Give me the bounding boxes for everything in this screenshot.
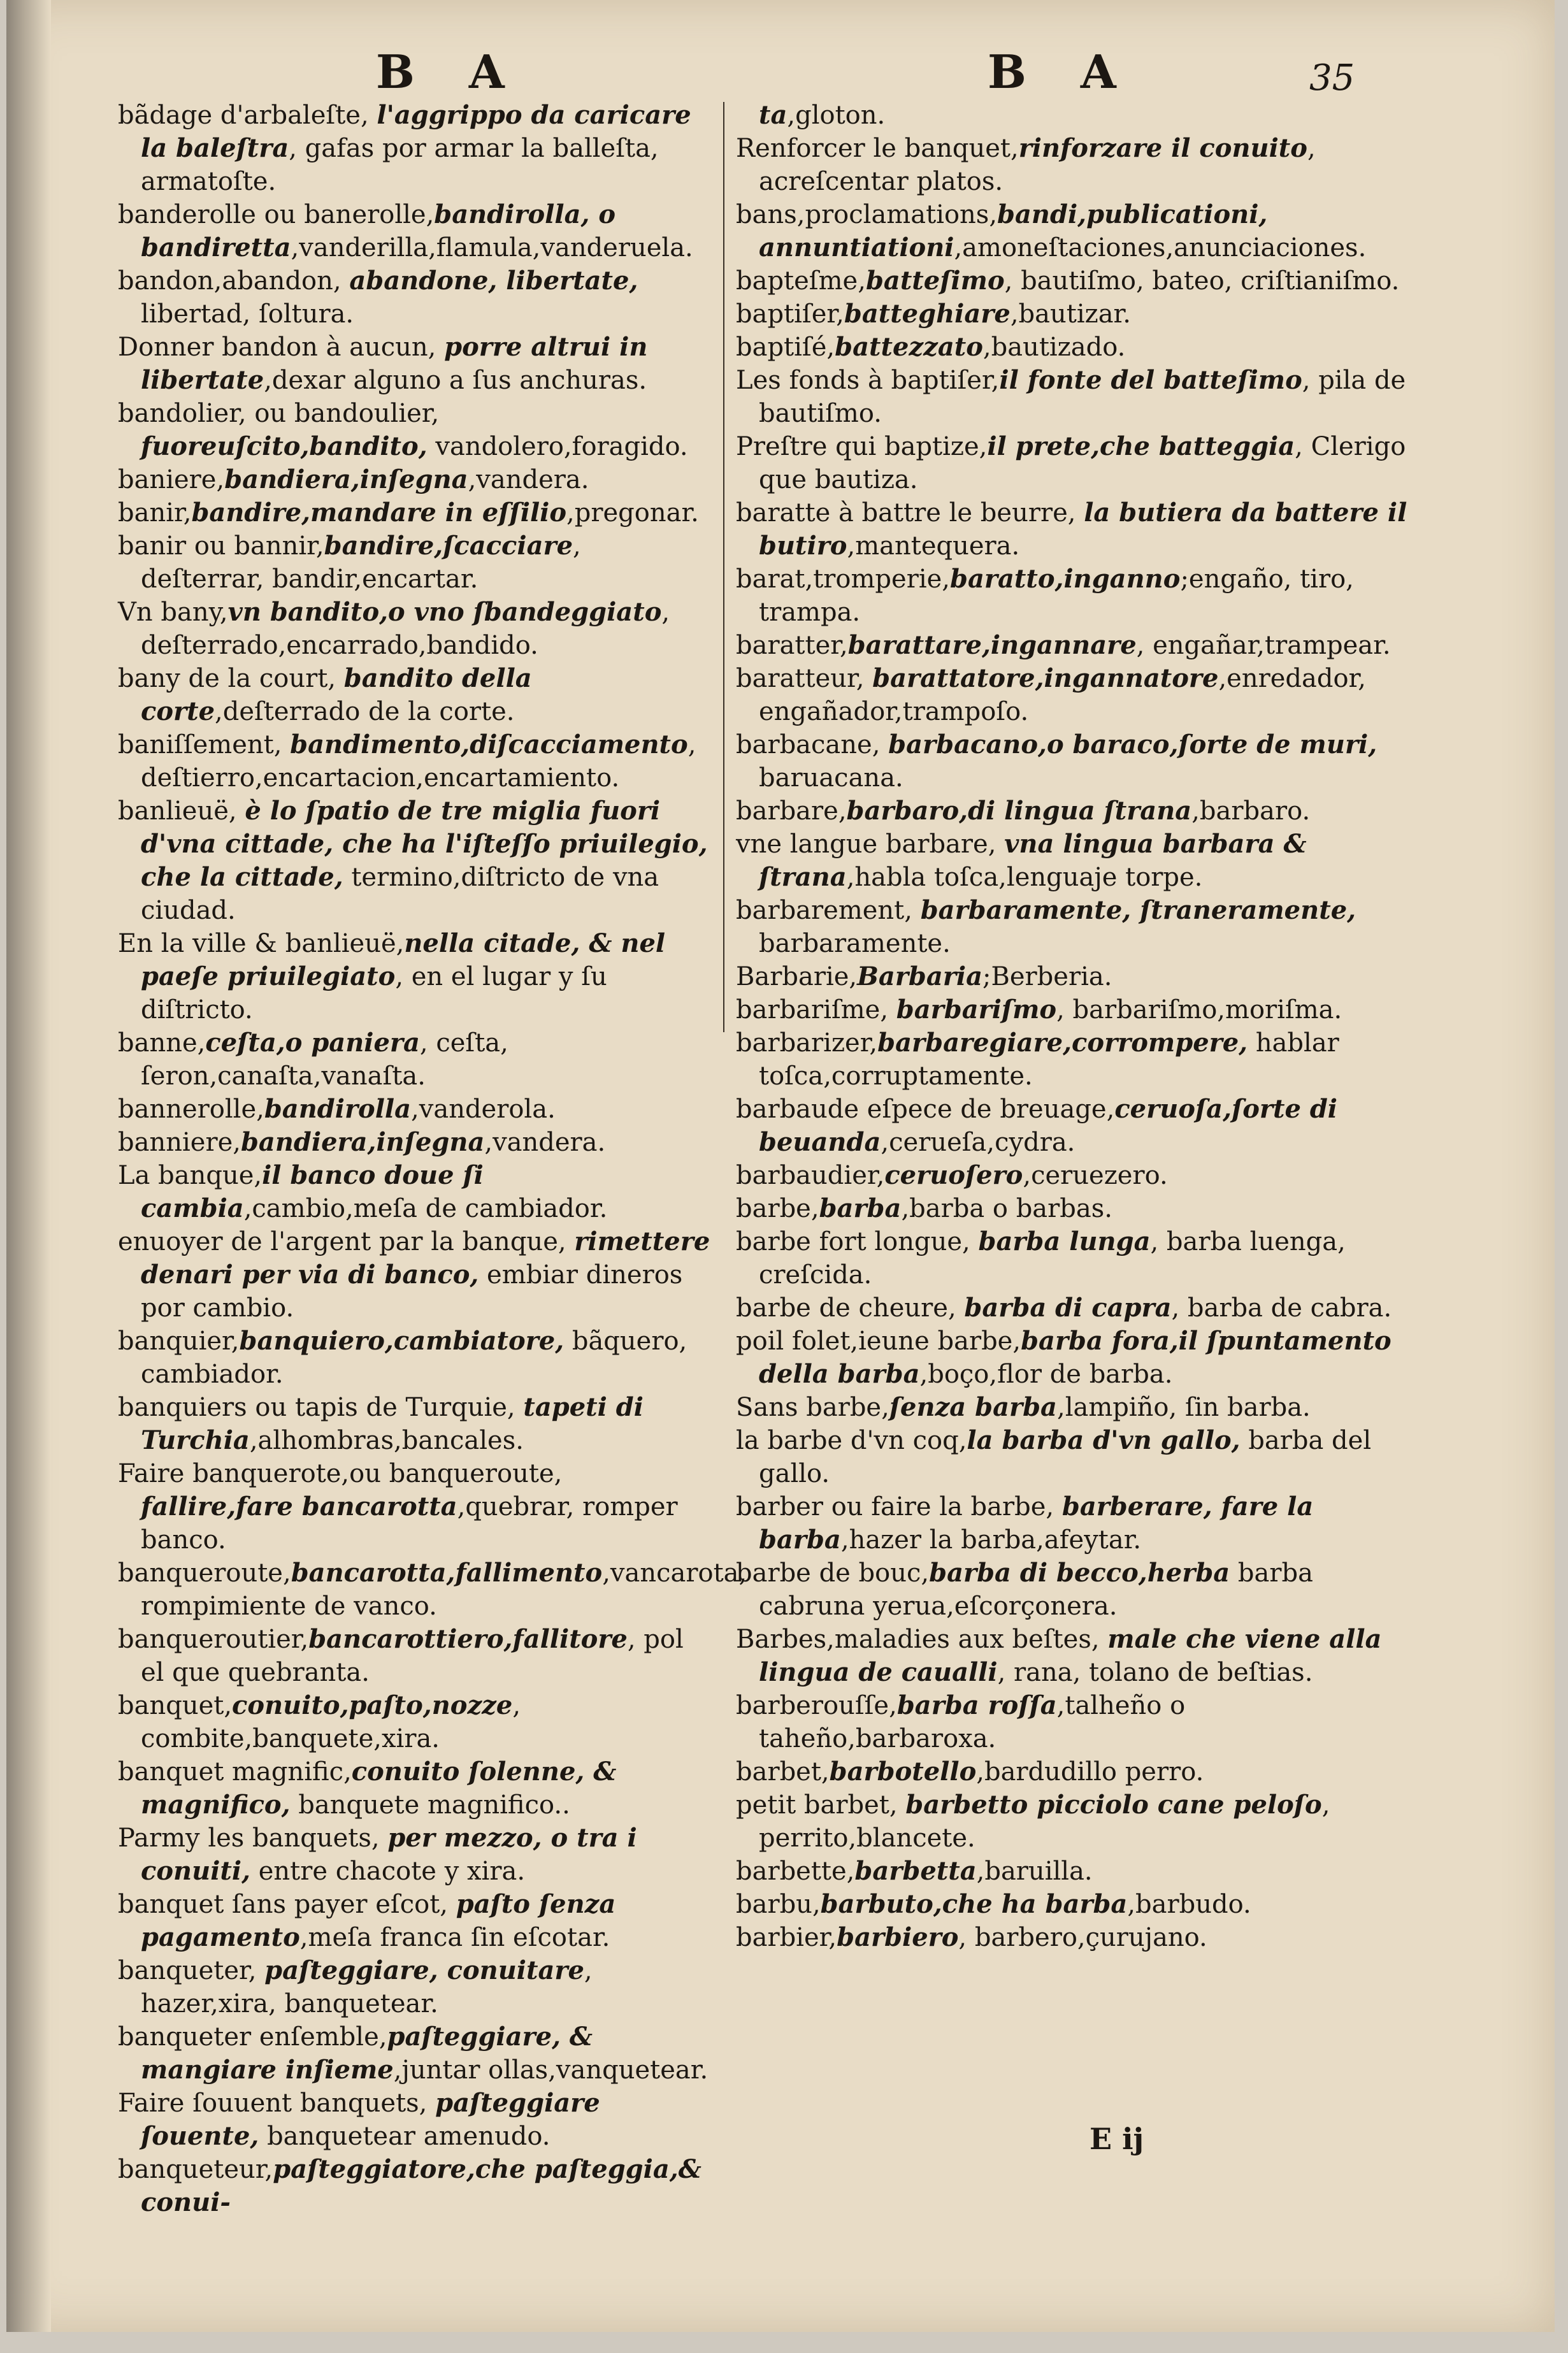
italian-gloss: barbariſmo <box>896 995 1057 1025</box>
spanish-gloss: , barbariſmo,moriſma. <box>1056 995 1342 1025</box>
italian-gloss: bancarotta,fallimento <box>291 1558 603 1588</box>
spanish-gloss: ,vandera. <box>484 1128 606 1157</box>
french-headword: barbarement, <box>736 896 921 925</box>
dictionary-entry <box>736 1192 1411 1225</box>
dictionary-entry <box>118 2153 710 2219</box>
spanish-gloss: , engañar,trampear. <box>1136 631 1391 660</box>
dictionary-entry <box>118 1557 747 1623</box>
spanish-gloss: ,barba o barbas. <box>901 1194 1112 1223</box>
dictionary-entry <box>736 795 1411 828</box>
french-headword: banqueter, <box>118 1956 265 1985</box>
dictionary-entry <box>736 1093 1411 1159</box>
french-headword: Preſtre qui baptize, <box>736 432 988 461</box>
spanish-gloss: ,juntar ollas,vanquetear. <box>393 2055 708 2085</box>
dictionary-entry <box>118 331 710 397</box>
italian-gloss: la barba d'vn gallo, <box>967 1425 1241 1455</box>
spanish-gloss: ;engaño, tiro, trampa. <box>759 565 1354 627</box>
spanish-gloss: ,bautizar. <box>1010 299 1131 329</box>
dictionary-entry <box>118 1325 710 1391</box>
french-headword: petit barbet, <box>736 1790 906 1820</box>
spanish-gloss: barbaramente. <box>759 929 951 958</box>
italian-gloss: barattatore,ingannatore <box>872 663 1219 693</box>
dictionary-entry <box>118 1457 710 1557</box>
french-headword: baniere, <box>118 465 225 494</box>
italian-gloss: barbetto picciolo cane peloſo <box>905 1790 1322 1820</box>
dictionary-entry <box>118 1623 710 1689</box>
column-divider <box>723 102 724 1032</box>
italian-gloss: banquiero,cambiatore, <box>239 1326 565 1356</box>
french-headword: baratteur, <box>736 664 873 693</box>
french-headword: la barbe d'vn coq, <box>736 1426 967 1455</box>
dictionary-entry <box>736 828 1411 894</box>
dictionary-entry <box>736 430 1411 496</box>
spanish-gloss: , barba de cabra. <box>1171 1293 1392 1323</box>
spanish-gloss: ,alhombras,bancales. <box>249 1426 524 1455</box>
spanish-gloss: ,bautizado. <box>982 333 1126 362</box>
dictionary-entry <box>736 198 1411 264</box>
italian-gloss: il banco doue ſi cambia <box>141 1160 484 1223</box>
italian-gloss: ceruoſero <box>884 1160 1023 1190</box>
italian-gloss: porre altrui in libertate <box>141 332 648 395</box>
spanish-gloss: ,deſterrado de la corte. <box>215 697 515 726</box>
dictionary-entry <box>736 563 1411 629</box>
italian-gloss: bandirolla, o bandiretta <box>141 199 616 263</box>
italian-gloss: barba di becco,herba <box>929 1558 1230 1588</box>
italian-gloss: ceruoſa,ſorte di beuanda <box>759 1094 1337 1157</box>
italian-gloss: barba di capra <box>964 1293 1172 1323</box>
french-headword: banqueteur, <box>118 2155 273 2184</box>
french-headword: barbe de bouc, <box>736 1558 930 1588</box>
french-headword: banniere, <box>118 1128 241 1157</box>
french-headword: barbaudier, <box>736 1161 885 1190</box>
spanish-gloss: vandolero,foragido. <box>427 432 688 461</box>
italian-gloss: barba lunga <box>978 1227 1151 1256</box>
french-headword: banderolle ou banerolle, <box>118 200 435 229</box>
italian-gloss: rinforzare il conuito <box>1018 133 1307 163</box>
dictionary-entry <box>736 1689 1411 1755</box>
italian-gloss: bandirolla <box>264 1094 412 1124</box>
french-headword: bany de la court, <box>118 664 344 693</box>
spanish-gloss: , deſterrado,encarrado,bandido. <box>141 598 670 660</box>
italian-gloss: bandiera,inſegna <box>224 464 468 494</box>
dictionary-entry <box>736 496 1411 563</box>
dictionary-entry <box>118 529 710 596</box>
french-headword: barbacane, <box>736 730 889 759</box>
french-headword: banquet, <box>118 1691 233 1720</box>
dictionary-entry <box>118 264 710 331</box>
spanish-gloss: , gafas por armar la balleſta, armatoſte. <box>141 134 659 196</box>
italian-gloss: ſenza barba <box>889 1392 1057 1422</box>
italian-gloss: barba fora,il ſpuntamento della barba <box>759 1326 1392 1389</box>
dictionary-entry <box>736 1921 1411 1954</box>
french-headword: Faire banquerote,ou banqueroute, <box>118 1459 563 1488</box>
italian-gloss: bandire,mandare in eſſilio <box>191 498 567 528</box>
dictionary-entry <box>736 1557 1411 1623</box>
italian-gloss: conuito ſolenne, & magnifico, <box>141 1757 617 1820</box>
dictionary-entry <box>736 1755 1411 1788</box>
french-headword: La banque, <box>118 1161 263 1190</box>
dictionary-entry <box>118 2020 710 2087</box>
spanish-gloss: ,habla toſca,lenguaje torpe. <box>846 863 1203 892</box>
dictionary-entry <box>118 397 710 463</box>
italian-gloss: fuoreuſcito,bandito, <box>141 431 428 461</box>
french-headword: vne langue barbare, <box>736 830 1005 859</box>
spanish-gloss: hablar toſca,corruptamente. <box>759 1028 1339 1091</box>
spanish-gloss: ,hazer la barba,afeytar. <box>840 1525 1142 1555</box>
french-headword: bandolier, ou bandoulier, <box>118 399 440 428</box>
french-headword: Vn bany, <box>118 598 228 627</box>
spanish-gloss: embiar dineros por cambio. <box>141 1260 683 1323</box>
spanish-gloss: ,pregonar. <box>566 498 699 528</box>
french-headword: banquet ſans payer eſcot, <box>118 1890 456 1919</box>
dictionary-entry <box>736 1424 1411 1490</box>
french-headword: banir ou bannir, <box>118 531 324 561</box>
italian-gloss: barbaramente, ſtraneramente, <box>920 895 1356 925</box>
page-gutter-shadow <box>6 0 51 2332</box>
french-headword: barbette, <box>736 1857 855 1886</box>
french-headword: enuoyer de l'argent par la banque, <box>118 1227 575 1256</box>
french-headword: Parmy les banquets, <box>118 1824 388 1853</box>
dictionary-entry <box>118 662 710 728</box>
dictionary-entry <box>736 1225 1411 1292</box>
italian-gloss: bandi,publicationi, annuntiationi <box>759 199 1268 263</box>
spanish-gloss: , perrito,blancete. <box>759 1790 1330 1853</box>
dictionary-entry <box>118 927 710 1026</box>
italian-gloss: è lo ſpatio de tre miglia fuori d'vna cittade, che ha l'iſteſſo priuilegio, che la cittade, <box>141 796 708 892</box>
italian-gloss: barbotello <box>829 1757 977 1787</box>
spanish-gloss: termino,diſtricto de vna ciudad. <box>141 863 659 925</box>
dictionary-entry <box>736 1026 1411 1093</box>
spanish-gloss: ;Berberia. <box>982 962 1112 991</box>
french-headword: barbariſme, <box>736 995 896 1025</box>
spanish-gloss: , combite,banquete,xira. <box>141 1691 521 1753</box>
french-headword: barat,tromperie, <box>736 565 950 594</box>
dictionary-entry <box>736 1490 1411 1557</box>
french-headword: banne, <box>118 1028 206 1058</box>
italian-gloss: barbacano,o baraco,ſorte de muri, <box>888 730 1377 759</box>
italian-gloss: nella citade, & nel paeſe priuilegiato <box>141 928 666 991</box>
dictionary-entry <box>736 993 1411 1026</box>
french-headword: bans,proclamations, <box>736 200 998 229</box>
dictionary-entry <box>736 1623 1411 1689</box>
spanish-gloss: , acreſcentar platos. <box>759 134 1316 196</box>
running-head-right: B A <box>988 45 1135 99</box>
italian-gloss: barattare,ingannare <box>847 630 1137 660</box>
dictionary-entry <box>118 1391 710 1457</box>
french-headword: En la ville & banlieuë, <box>118 929 405 958</box>
dictionary-entry <box>736 960 1411 993</box>
french-headword: banlieuë, <box>118 796 245 826</box>
french-headword: banqueroutier, <box>118 1625 309 1654</box>
spanish-gloss: barba del gallo. <box>759 1426 1372 1488</box>
french-headword: poil folet,ieune barbe, <box>736 1327 1021 1356</box>
right-column <box>736 99 1411 1954</box>
dictionary-entry <box>736 264 1411 298</box>
italian-gloss: batteghiare <box>844 299 1011 329</box>
italian-gloss: il prete,che batteggia <box>987 431 1295 461</box>
french-headword: bannerolle, <box>118 1095 264 1124</box>
french-headword: Sans barbe, <box>736 1393 889 1422</box>
spanish-gloss: barba cabruna yerua,eſcorçonera. <box>759 1558 1313 1621</box>
dictionary-entry <box>118 1093 710 1126</box>
spanish-gloss: , rana, tolano de beſtias. <box>997 1658 1313 1687</box>
italian-gloss: il fonte del batteſimo <box>999 365 1302 395</box>
dictionary-entry <box>736 331 1411 364</box>
italian-gloss: baratto,inganno <box>950 564 1181 594</box>
spanish-gloss: ,lampiño, ſin barba. <box>1056 1393 1311 1422</box>
dictionary-entry <box>118 1159 710 1225</box>
italian-gloss: vna lingua barbara & ſtrana <box>759 829 1307 892</box>
french-headword: banqueter enſemble, <box>118 2022 387 2052</box>
italian-gloss: Barbaria <box>857 961 982 991</box>
dictionary-entry <box>736 132 1411 198</box>
spanish-gloss: , en el lugar y ſu diſtricto. <box>141 962 607 1025</box>
spanish-gloss: ,vancarota, rompimiente de vanco. <box>141 1558 747 1621</box>
french-headword: banir, <box>118 498 192 528</box>
italian-gloss: ta <box>759 100 788 130</box>
spanish-gloss: ,boço,flor de barba. <box>919 1360 1173 1389</box>
french-headword: baratte à battre le beurre, <box>736 498 1084 528</box>
italian-gloss: bandiera,inſegna <box>240 1127 485 1157</box>
dictionary-entry <box>736 894 1411 960</box>
italian-gloss: paſteggiare ſouente, <box>141 2088 600 2151</box>
french-headword: bapteſme, <box>736 266 866 296</box>
dictionary-entry <box>736 1292 1411 1325</box>
french-headword: barbarizer, <box>736 1028 878 1058</box>
spanish-gloss: banquete magnifico.. <box>290 1790 570 1820</box>
dictionary-page <box>6 0 1555 2332</box>
dictionary-entry <box>736 662 1411 728</box>
italian-gloss: rimettere denari per via di banco, <box>141 1227 710 1290</box>
italian-gloss: bandimento,diſcacciamento <box>290 730 688 759</box>
spanish-gloss: , bautiſmo, bateo, criſtianiſmo. <box>1004 266 1400 296</box>
spanish-gloss: , ceſta, ſeron,canaſta,vanaſta. <box>141 1028 508 1091</box>
french-headword: barberouſſe, <box>736 1691 897 1720</box>
spanish-gloss: ,dexar alguno a ſus anchuras. <box>264 366 647 395</box>
italian-gloss: fallire,fare bancarotta <box>141 1492 457 1522</box>
spanish-gloss: entre chacote y xira. <box>250 1857 526 1886</box>
dictionary-entry <box>118 1888 710 1954</box>
french-headword: barbe fort longue, <box>736 1227 979 1256</box>
dictionary-entry <box>118 596 710 662</box>
italian-gloss: barbaro,di lingua ſtrana <box>846 796 1192 826</box>
dictionary-entry <box>118 99 710 198</box>
italian-gloss: l'aggrippo da caricare la baleſtra <box>141 100 691 163</box>
french-headword: barbu, <box>736 1890 821 1919</box>
dictionary-entry <box>118 2087 710 2153</box>
french-headword: Barbes,maladies aux beſtes, <box>736 1625 1108 1654</box>
spanish-gloss: ,bardudillo perro. <box>976 1757 1204 1787</box>
dictionary-entry <box>736 1391 1411 1424</box>
italian-gloss: tapeti di Turchia <box>141 1392 644 1455</box>
running-head-left: B A <box>376 45 524 99</box>
spanish-gloss: , deſterrar, bandir,encartar. <box>141 531 581 594</box>
italian-gloss: la butiera da battere il butiro <box>759 498 1407 561</box>
dictionary-entry <box>736 1159 1411 1192</box>
dictionary-entry <box>118 463 710 496</box>
french-headword: baptiſer, <box>736 299 844 329</box>
dictionary-entry <box>118 198 710 264</box>
spanish-gloss: ,meſa franca ſin eſcotar. <box>299 1923 610 1952</box>
spanish-gloss: , barba luenga, creſcida. <box>759 1227 1346 1290</box>
italian-gloss: paſteggiatore,che paſteggia,& conui- <box>141 2154 701 2217</box>
spanish-gloss: ,baruilla. <box>976 1857 1093 1886</box>
french-headword: baratter, <box>736 631 848 660</box>
dictionary-entry <box>118 795 710 927</box>
dictionary-entry <box>736 1855 1411 1888</box>
dictionary-entry <box>118 1126 710 1159</box>
french-headword: barbe de cheure, <box>736 1293 965 1323</box>
italian-gloss: barbaregiare,corrompere, <box>877 1028 1248 1058</box>
spanish-gloss: , Clerigo que bautiza. <box>759 432 1406 494</box>
spanish-gloss: ,amoneſtaciones,anunciaciones. <box>954 233 1367 263</box>
dictionary-entry <box>118 1822 710 1888</box>
italian-gloss: vn bandito,o vno ſbandeggiato <box>227 597 662 627</box>
spanish-gloss: , deſtierro,encartacion,encartamiento. <box>141 730 696 793</box>
italian-gloss: abandone, libertate, <box>349 266 638 296</box>
french-headword: baniſſement, <box>118 730 291 759</box>
french-headword: Donner bandon à aucun, <box>118 333 445 362</box>
french-headword: banquet magnific, <box>118 1757 352 1787</box>
french-headword: barber ou faire la barbe, <box>736 1492 1062 1522</box>
italian-gloss: per mezzo, o tra i conuiti, <box>141 1823 637 1886</box>
spanish-gloss: ,cambio,meſa de cambiador. <box>243 1194 608 1223</box>
spanish-gloss: , pila de bautiſmo. <box>759 366 1406 428</box>
spanish-gloss: ,vanderola. <box>411 1095 556 1124</box>
page-number: 35 <box>1309 57 1355 99</box>
spanish-gloss: ,talheño o taheño,barbaroxa. <box>759 1691 1186 1753</box>
dictionary-entry <box>736 364 1411 430</box>
french-headword: banquier, <box>118 1327 240 1356</box>
italian-gloss: bandire,ſcacciare <box>324 531 573 561</box>
italian-gloss: batteſimo <box>865 266 1005 296</box>
dictionary-entry <box>736 1325 1411 1391</box>
spanish-gloss: , barbero,çurujano. <box>958 1923 1207 1952</box>
dictionary-entry <box>118 1026 710 1093</box>
french-headword: baptiſé, <box>736 333 835 362</box>
dictionary-entry <box>736 629 1411 662</box>
italian-gloss: barba roſſa <box>896 1690 1057 1720</box>
italian-gloss: ceſta,o paniera <box>205 1028 420 1058</box>
spanish-gloss: baruacana. <box>759 763 903 793</box>
spanish-gloss: ,barbaro. <box>1191 796 1311 826</box>
spanish-gloss: ,ceruezero. <box>1023 1161 1168 1190</box>
italian-gloss: paſteggiare, conuitare <box>264 1955 584 1985</box>
dictionary-entry <box>118 1689 710 1755</box>
french-headword: barbet, <box>736 1757 830 1787</box>
dictionary-entry <box>736 99 1411 132</box>
french-headword: Les fonds à baptiſer, <box>736 366 1000 395</box>
spanish-gloss: ,vanderilla,flamula,vanderuela. <box>291 233 693 263</box>
italian-gloss: barberare, fare la barba <box>759 1492 1314 1555</box>
french-headword: bãdage d'arbaleſte, <box>118 101 377 130</box>
dictionary-entry <box>118 1755 710 1822</box>
spanish-gloss: ,gloton. <box>787 101 886 130</box>
french-headword: banqueroute, <box>118 1558 291 1588</box>
french-headword: barbare, <box>736 796 847 826</box>
dictionary-entry <box>118 1954 710 2020</box>
spanish-gloss: bãquero, cambiador. <box>141 1327 687 1389</box>
dictionary-entry <box>118 728 710 795</box>
spanish-gloss: ,cerueſa,cydra. <box>881 1128 1075 1157</box>
french-headword: barbe, <box>736 1194 819 1223</box>
french-headword: Barbarie, <box>736 962 858 991</box>
spanish-gloss: ,enredador, engañador,trampoſo. <box>759 664 1366 726</box>
left-column <box>118 99 747 2219</box>
italian-gloss: barbetta <box>854 1856 977 1886</box>
french-headword: barbier, <box>736 1923 837 1952</box>
french-headword: Renforcer le banquet, <box>736 134 1019 163</box>
spanish-gloss: ,barbudo. <box>1127 1890 1251 1919</box>
french-headword: banquiers ou tapis de Turquie, <box>118 1393 524 1422</box>
spanish-gloss: , hazer,xira, banquetear. <box>141 1956 593 2018</box>
signature-mark: E ij <box>1090 2122 1144 2156</box>
italian-gloss: barbiero <box>837 1922 959 1952</box>
french-headword: bandon,abandon, <box>118 266 350 296</box>
italian-gloss: male che viene alla lingua de caualli <box>759 1624 1382 1687</box>
spanish-gloss: libertad, ſoltura. <box>141 299 354 329</box>
italian-gloss: barba <box>819 1193 902 1223</box>
dictionary-entry <box>118 1225 710 1325</box>
italian-gloss: bancarottiero,fallitore <box>308 1624 628 1654</box>
italian-gloss: paſteggiare, & mangiare inſieme <box>141 2022 593 2085</box>
dictionary-entry <box>736 728 1411 795</box>
spanish-gloss: ,quebrar, romper banco. <box>141 1492 678 1555</box>
italian-gloss: battezzato <box>835 332 983 362</box>
dictionary-entry <box>736 1888 1411 1921</box>
french-headword: Faire ſouuent banquets, <box>118 2089 436 2118</box>
french-headword: barbaude eſpece de breuage, <box>736 1095 1115 1124</box>
spanish-gloss: ,vandera. <box>468 465 589 494</box>
italian-gloss: barbuto,che ha barba <box>820 1889 1128 1919</box>
dictionary-entry <box>118 496 710 529</box>
dictionary-entry <box>736 298 1411 331</box>
dictionary-entry <box>736 1788 1411 1855</box>
italian-gloss: bandito della corte <box>141 663 532 726</box>
spanish-gloss: , pol el que quebranta. <box>141 1625 684 1687</box>
spanish-gloss: banquetear amenudo. <box>259 2122 550 2151</box>
italian-gloss: paſto ſenza pagamento <box>141 1889 616 1952</box>
italian-gloss: conuito,paſto,nozze <box>232 1690 513 1720</box>
spanish-gloss: ,mantequera. <box>847 531 1020 561</box>
